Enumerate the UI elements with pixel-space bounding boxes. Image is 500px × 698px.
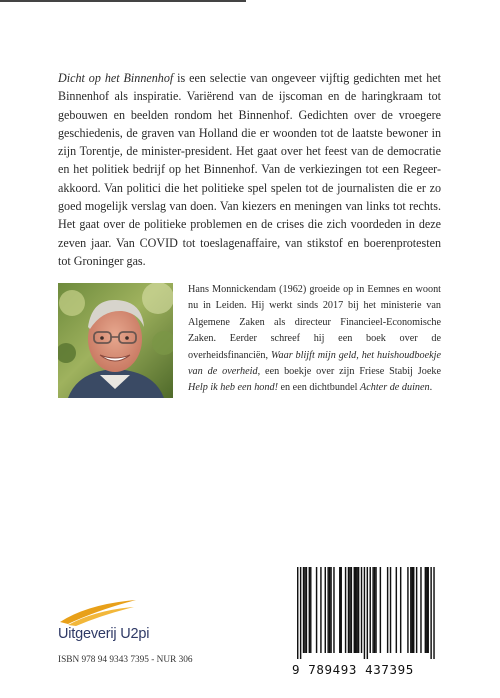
barcode-bar [412,567,413,653]
barcode-bar [358,567,359,653]
barcode-bar [306,567,307,653]
publisher-name: Uitgeverij U2pi [58,626,150,642]
bio-book-title-2: Help ik heb een hond! [188,382,278,394]
barcode-bar [355,567,356,653]
bio-text-2: , een boekje over zijn Friese Stabij Joeke [257,366,441,378]
barcode-bar [420,567,421,653]
bio-book-title-1: Waar blijft mijn geld, het huishoudboekje van de overheid [188,349,441,378]
publisher-logo [58,598,208,646]
author-photo [58,283,173,398]
barcode-bar [303,567,304,653]
barcode-bar [333,567,334,653]
barcode-bar [300,567,301,659]
barcode-bar [370,567,371,653]
back-cover-blurb [58,69,441,270]
barcode-bar [410,567,411,653]
barcode-bar [327,567,328,653]
barcode-bar [339,567,340,653]
barcode-bar [413,567,414,653]
barcode-bar [341,567,342,653]
barcode-bar [351,567,352,653]
barcode-bar [304,567,305,653]
barcode-bar [349,567,350,653]
barcode-bar [325,567,326,653]
barcode-bar [329,567,330,653]
barcode-bar [407,567,408,653]
publisher-swoosh-icon [58,598,138,626]
isbn-nur-line: ISBN 978 94 9343 7395 - NUR 306 [58,655,193,665]
barcode-bar [361,567,362,653]
barcode-bar [374,567,375,653]
barcode-bar [416,567,417,653]
barcode-bars [289,563,445,661]
barcode-bar [348,567,349,653]
barcode-bar [387,567,388,653]
barcode-bar [310,567,311,653]
barcode-bar [425,567,426,653]
barcode-bar [396,567,397,653]
barcode-bar [367,567,368,659]
barcode-bar [390,567,391,653]
bio-text-1: Hans Monnickendam (1962) groeide op in Eemnes en woont nu in Leiden. Hij werkt sinds 2017 bij het ministerie van Algemene Zaken als directeur Financieel-Economische Zaken. Eerder schreef hij een boek over de overheidsfinanciën, [188,284,441,361]
top-rule [0,0,246,2]
barcode-digits: 9 789493 437395 [292,662,414,677]
bio-text-3: en een dichtbundel [277,382,361,394]
barcode-bar [330,567,331,653]
barcode-bar [430,567,431,659]
barcode-bar [372,567,373,653]
barcode-bar [433,567,434,659]
barcode-bar [345,567,346,653]
barcode-bar [400,567,401,653]
author-portrait-image [58,283,173,398]
book-title-italic: Dicht op het Binnenhof [58,71,174,85]
barcode-bar [428,567,429,653]
author-bio [188,282,441,397]
barcode-bar [356,567,357,653]
barcode-bar [380,567,381,653]
barcode-bar [375,567,376,653]
blurb-text: is een selectie van ongeveer vijftig gedichten met het Binnenhof als inspiratie. Variërend van de ijscoman en de haringkraam tot gebouwen en beelden rondom het Binnenhof. Gedichten over de vroegere geschiedenis, de graven van Holland die er woonden tot de laatste bewoner in zijn Torentje, de minister-president. Het gaat over het feest van de democratie en het politiek bedrijf op het Binnenhof. Van de verkiezingen tot een Regeer-akkoord. Van politici die het politieke spel spelen tot de journalisten die er zo goed mogelijk verslag van doen. Van kiezers en meningen van links tot rechts. Het gaat over de politieke problemen en de crises die zich voordeden in deze zeven jaar. Van COVID tot toeslagenaffaire, van stikstof en boerenprotesten tot Groninger gas. [58,71,441,268]
barcode-bar [320,567,321,653]
barcode-bar [309,567,310,653]
barcode-bar [354,567,355,653]
barcode-bar [426,567,427,653]
bio-text-4: . [429,382,433,394]
barcode-bar [297,567,298,659]
bio-book-title-3: Achter de duinen [360,382,430,394]
barcode-bar [316,567,317,653]
barcode-bar [364,567,365,659]
